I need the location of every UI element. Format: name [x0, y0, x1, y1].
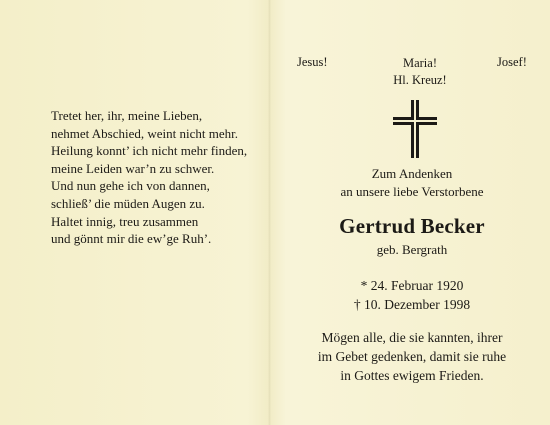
- poem: [51, 107, 247, 248]
- memorial-intro: [290, 165, 534, 201]
- poem-line: Tretet her, ihr, meine Lieben,: [51, 108, 203, 123]
- prayer-line: im Gebet gedenken, damit sie ruhe: [317, 349, 507, 364]
- poem-line: nehmet Abschied, weint nicht mehr.: [51, 125, 239, 141]
- prayer-line: Mögen alle, die sie kannten, ihrer: [321, 330, 503, 345]
- invocation-maria: [360, 55, 480, 89]
- latin-cross-icon: [393, 100, 437, 158]
- invocation-cross-line: Hl. Kreuz!: [393, 73, 447, 87]
- poem-line: Und nun gehe ich von dannen,: [51, 178, 210, 194]
- invocation-josef: Josef!: [497, 55, 527, 69]
- death-date: † 10. Dezember 1998: [353, 297, 471, 312]
- poem-line: schließ’ die müden Augen zu.: [51, 195, 205, 211]
- invocation-maria-line: Maria!: [402, 56, 437, 70]
- prayer-text: [290, 328, 534, 385]
- deceased-name: Gertrud Becker: [339, 214, 485, 238]
- maiden-name: geb. Bergrath: [376, 242, 448, 257]
- prayer-line: in Gottes ewigem Frieden.: [340, 368, 484, 383]
- poem-line: und gönnt mir die ew’ge Ruh’.: [51, 231, 212, 247]
- life-dates: [290, 276, 534, 314]
- memorial-line: an unsere liebe Verstorbene: [340, 184, 484, 199]
- memorial-line: Zum Andenken: [371, 166, 453, 181]
- poem-line: Haltet innig, treu zusammen: [51, 213, 199, 229]
- invocation-jesus: Jesus!: [297, 55, 328, 69]
- poem-line: meine Leiden war’n zu schwer.: [51, 160, 215, 176]
- card-fold: [268, 0, 271, 425]
- birth-date: * 24. Februar 1920: [360, 278, 464, 293]
- poem-line: Heilung konnt’ ich nicht mehr finden,: [51, 143, 248, 159]
